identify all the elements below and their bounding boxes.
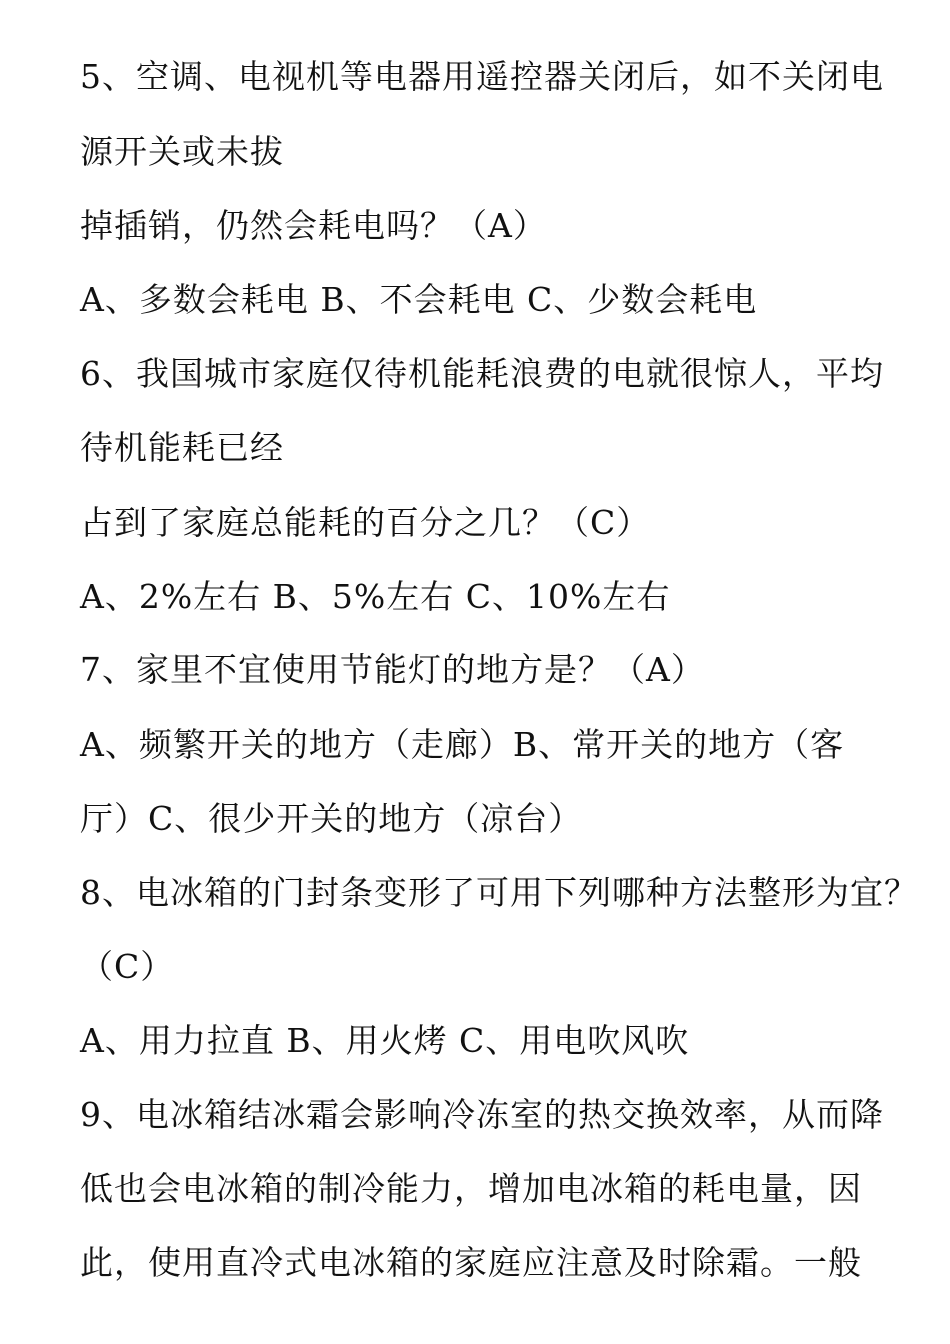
text-line: 5、空调、电视机等电器用遥控器关闭后，如不关闭电	[80, 57, 884, 96]
text-line: 9、电冰箱结冰霜会影响冷冻室的热交换效率，从而降	[80, 1095, 884, 1134]
text-line: 低也会电冰箱的制冷能力，增加电冰箱的耗电量，因	[80, 1169, 862, 1208]
text-line: A、2%左右 B、5%左右 C、10%左右	[80, 577, 671, 616]
text-line: A、用力拉直 B、用火烤 C、用电吹风吹	[80, 1021, 690, 1060]
text-line: 6、我国城市家庭仅待机能耗浪费的电就很惊人，平均	[80, 354, 884, 393]
text-line: 源开关或未拔	[80, 132, 284, 171]
text-line: （C）	[80, 947, 175, 986]
text-line: 占到了家庭总能耗的百分之几？（C）	[80, 503, 651, 542]
text-line: 7、家里不宜使用节能灯的地方是？（A）	[80, 650, 705, 689]
text-line: A、多数会耗电 B、不会耗电 C、少数会耗电	[80, 280, 758, 319]
text-line: 掉插销，仍然会耗电吗？（A）	[80, 206, 547, 245]
text-line: 8、电冰箱的门封条变形了可用下列哪种方法整形为宜？	[80, 873, 918, 912]
text-line: A、频繁开关的地方（走廊）B、常开关的地方（客	[80, 725, 845, 764]
text-line: 此，使用直冷式电冰箱的家庭应注意及时除霜。一般	[80, 1243, 862, 1282]
text-line: 待机能耗已经	[80, 428, 284, 467]
text-line: 厅）C、很少开关的地方（凉台）	[80, 799, 583, 838]
